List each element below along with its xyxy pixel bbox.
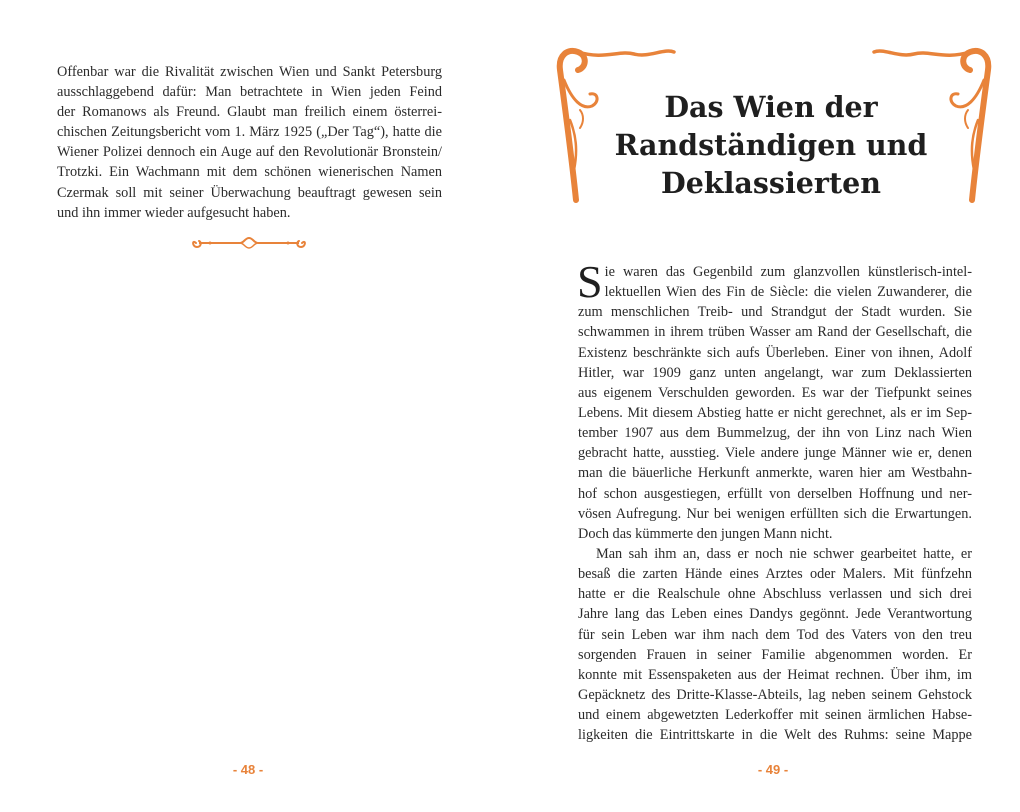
- text-line: zum menschlichen Treib- und Strandgut der Stadt wurden. Sie: [578, 304, 972, 321]
- text-line: tember 1907 aus dem Bummelzug, der ihn von Linz nach Wien: [578, 425, 972, 442]
- page-number: - 49 -: [757, 762, 789, 777]
- text-line: vösen Aufregung. Nur bei wenigen erfüllten sich die Erwartungen.: [578, 505, 972, 522]
- text-line: Trotzki. Ein Wachmann mit dem schönen wienerischen Namen: [57, 164, 442, 181]
- page-number: - 48 -: [232, 762, 264, 777]
- text-line: Existenz beschränkte sich aufs Überleben. Einer von ihnen, Adolf: [578, 344, 972, 361]
- text-line: chischen Zeitungsbericht vom 1. März 1925 („Der Tag“), hatte die: [57, 124, 442, 141]
- text-line: für sein Leben war ihm nach dem Tod des Vaters von den treu: [578, 626, 972, 643]
- text-line: ie waren das Gegenbild zum glanzvollen künstlerisch-intel-: [604, 264, 972, 280]
- text-line: Doch das kümmerte den jungen Mann nicht.: [578, 525, 833, 542]
- text-line: Jahre lang das Leben eines Dandys gegönnt. Jede Verantwortung: [578, 606, 972, 623]
- text-line: konnte mit Essenspaketen aus der Heimat rechnen. Über ihm, im: [578, 666, 972, 683]
- text-line: Man sah ihm an, dass er noch nie schwer gearbeitet hatte, er: [596, 545, 972, 562]
- chapter-title-line: Das Wien der: [664, 90, 878, 124]
- text-line: schwammen in ihrem trüben Wasser am Rand der Gesellschaft, die: [578, 324, 972, 341]
- text-line: hof schon ausgestiegen, erfüllt von derselben Hoffnung und ner-: [578, 485, 972, 502]
- text-line: und ihn immer wieder aufgesucht haben.: [57, 204, 291, 221]
- chapter-body: [577, 256, 972, 745]
- text-line: besaß die zarten Hände eines Arztes oder Malers. Mit fünfzehn: [578, 566, 972, 583]
- right-page: [510, 0, 1020, 812]
- chapter-title: [590, 88, 952, 202]
- paragraph-1: [577, 256, 972, 544]
- text-line: ligkeiten die Eintrittskarte in die Welt des Ruhms: seine Mappe: [578, 727, 972, 744]
- text-line: hatte er die Realschule ohne Abschluss verlassen und sich drei: [578, 586, 972, 603]
- text-line: und einem abgewetzten Lederkoffer mit seinen ärmlichen Habse-: [578, 707, 972, 724]
- text-line: lektuellen Wien des Fin de Siècle: die vielen Zuwanderer, die: [604, 284, 972, 301]
- chapter-title-line: Randständigen und: [614, 128, 928, 162]
- paragraph-2: [578, 544, 972, 745]
- text-line: Hitler, war 1909 ganz unten angelangt, war zum Deklassierten: [578, 364, 972, 381]
- text-line: Czermak soll mit seiner Überwachung beauftragt gewesen sein: [57, 184, 442, 201]
- text-line: aus eigenem Verschulden geworden. Es war der Tiefpunkt seines: [578, 384, 972, 401]
- chapter-title-line: Deklassierten: [661, 166, 881, 200]
- text-line: Lebens. Mit diesem Abstieg hatte er nicht gerechnet, als er im Sep-: [578, 404, 972, 421]
- text-line: gebracht hatte, ausstieg. Viele andere junge Männer wie er, denen: [578, 445, 972, 462]
- text-line: Offenbar war die Rivalität zwischen Wien und Sankt Petersburg: [57, 64, 442, 80]
- text-line: sorgenden Frauen in seiner Familie abgenommen worden. Er: [578, 646, 972, 663]
- text-line: ausschlaggebend dafür: Man betrachtete in Wien jeden Feind: [57, 84, 442, 101]
- text-line: der Romanows als Freund. Glaubt man freilich einem österrei-: [57, 104, 442, 121]
- ornament-divider-icon: [190, 235, 308, 251]
- text-line: Wiener Polizei dennoch ein Auge auf den Revolutionär Bronstein/: [57, 144, 442, 161]
- text-line: Gepäcknetz des Dritte-Klasse-Abteils, lag neben seinem Gehstock: [578, 686, 972, 703]
- drop-cap: S: [577, 256, 603, 307]
- text-line: man die bäuerliche Herkunft anmerkte, waren hier am Westbahn-: [578, 465, 972, 482]
- left-page-paragraph: [57, 62, 442, 223]
